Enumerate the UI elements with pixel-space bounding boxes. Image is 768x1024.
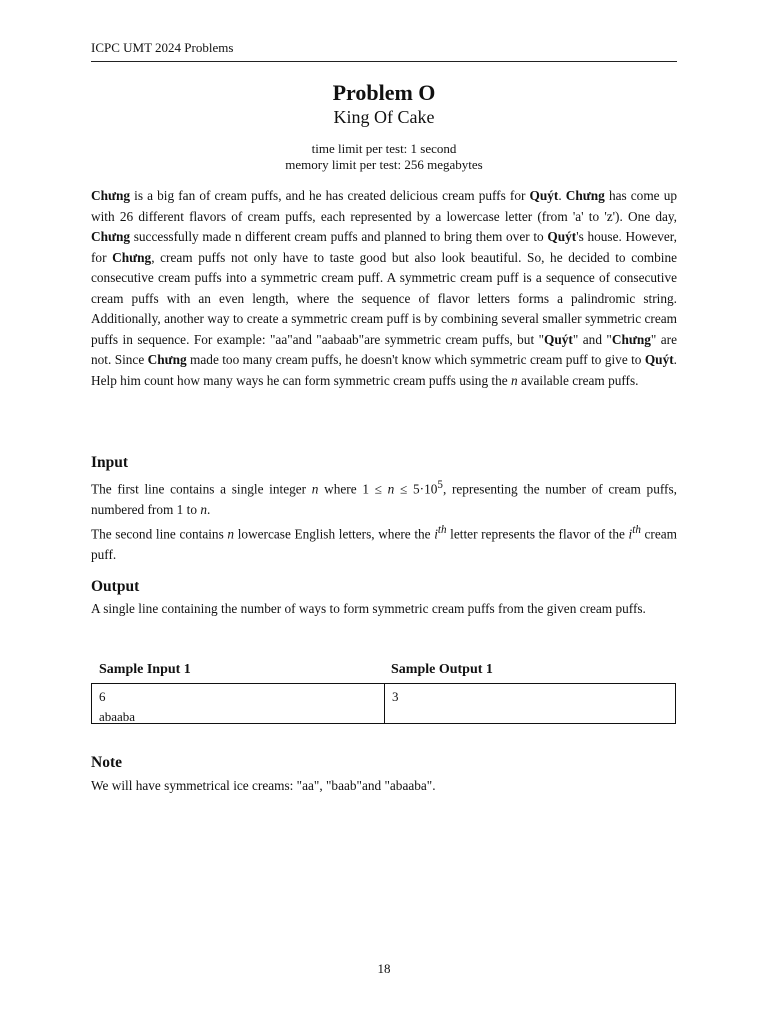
name-chung: Chưng (112, 249, 152, 265)
statement-text: has come up with 26 different flavors of cream puffs, each represented by a lowercase letter (from 'a' to 'z'). One day, (91, 188, 677, 224)
output-heading: Output (91, 578, 140, 595)
name-quyt: Quýt (644, 352, 674, 367)
note-heading: Note (91, 754, 122, 771)
statement-text: made too many cream puffs, he doesn't know which symmetric cream puff to give to (186, 352, 645, 367)
name-quyt: Quýt (547, 229, 577, 244)
sample-output: 3 (392, 689, 399, 704)
statement-text: , cream puffs not only have to taste good but also look beautiful. So, he decided to combine consecutive cream puffs into a symmetric cream puff. A symmetric cream puff is a sequence of consecutive cream puffs with an even length, where the sequence of flavor letters forms a palindromic string. Additionally, another way to create a symmetric cream puff is by combining several smaller symmetric cream puffs in sequence. For example: "aa"and "aabaab"are symmetric cream puffs, but " (91, 249, 677, 347)
exponent: 5 (437, 479, 443, 491)
name-chung: Chưng (91, 229, 131, 244)
name-chung: Chưng (91, 188, 131, 203)
running-header: ICPC UMT 2024 Problems (91, 40, 677, 62)
variable-n: n (200, 501, 207, 517)
problem-title: Problem O (332, 80, 436, 105)
name-quyt: Quýt (529, 188, 559, 203)
memory-limit: memory limit per test: 256 megabytes (285, 157, 483, 172)
statement-text: 's house. However, for (91, 229, 678, 265)
variable-n: n (311, 481, 319, 497)
constraint: ≤ 5·10 (394, 481, 438, 497)
sample-table (91, 683, 676, 724)
input-line-1 (91, 475, 677, 566)
variable-n: n (387, 481, 395, 497)
statement-text: successfully made n different cream puffs and planned to bring them over to (130, 229, 548, 244)
input-text: lowercase English letters, where the (234, 526, 435, 542)
input-text: letter represents the flavor of the (446, 526, 629, 542)
superscript-th: th (632, 524, 641, 537)
variable-i: i (434, 526, 438, 542)
input-text: where (318, 481, 363, 497)
sample-input: 6 abaaba (92, 684, 385, 723)
statement-text: . (558, 188, 566, 203)
variable-n: n (510, 372, 518, 388)
input-text: The first line contains a single integer (91, 481, 312, 497)
superscript-th: th (437, 524, 447, 537)
statement-text: " are not. Since (91, 331, 678, 367)
statement-text: is a big fan of cream puffs, and he has created delicious cream puffs for (130, 188, 530, 203)
name-quyt: Quýt (544, 331, 573, 347)
input-text: , representing the number of cream puffs, numbered from 1 to (91, 481, 677, 517)
input-text: . (206, 501, 211, 517)
name-chung: Chưng (147, 352, 187, 367)
statement-text: available cream puffs. (517, 372, 639, 388)
name-chung: Chưng (565, 188, 605, 203)
sample-input-label: Sample Input 1 (99, 662, 191, 677)
time-limit: time limit per test: 1 second (311, 141, 457, 156)
constraint: 1 ≤ (362, 481, 388, 497)
input-text: The second line contains (91, 526, 228, 542)
note-text: We will have symmetrical ice creams: "aa", "baab"and "abaaba". (91, 778, 436, 793)
statement-text: " and " (572, 331, 612, 347)
variable-i: i (628, 526, 633, 542)
statement-text: . Help him count how many ways he can form symmetric cream puffs using the (91, 352, 677, 388)
problem-title-block (91, 80, 677, 173)
problem-name: King Of Cake (333, 107, 435, 127)
name-chung: Chưng (611, 331, 651, 347)
limits (91, 141, 677, 173)
variable-n: n (227, 526, 235, 542)
statement-paragraph (91, 186, 677, 391)
sample-output-label: Sample Output 1 (391, 662, 493, 677)
output-text: A single line containing the number of ways to form symmetric cream puffs from the given cream puffs. (91, 601, 646, 616)
input-text: cream puff. (91, 526, 677, 563)
input-heading: Input (91, 454, 129, 471)
page-number: 18 (377, 961, 391, 976)
